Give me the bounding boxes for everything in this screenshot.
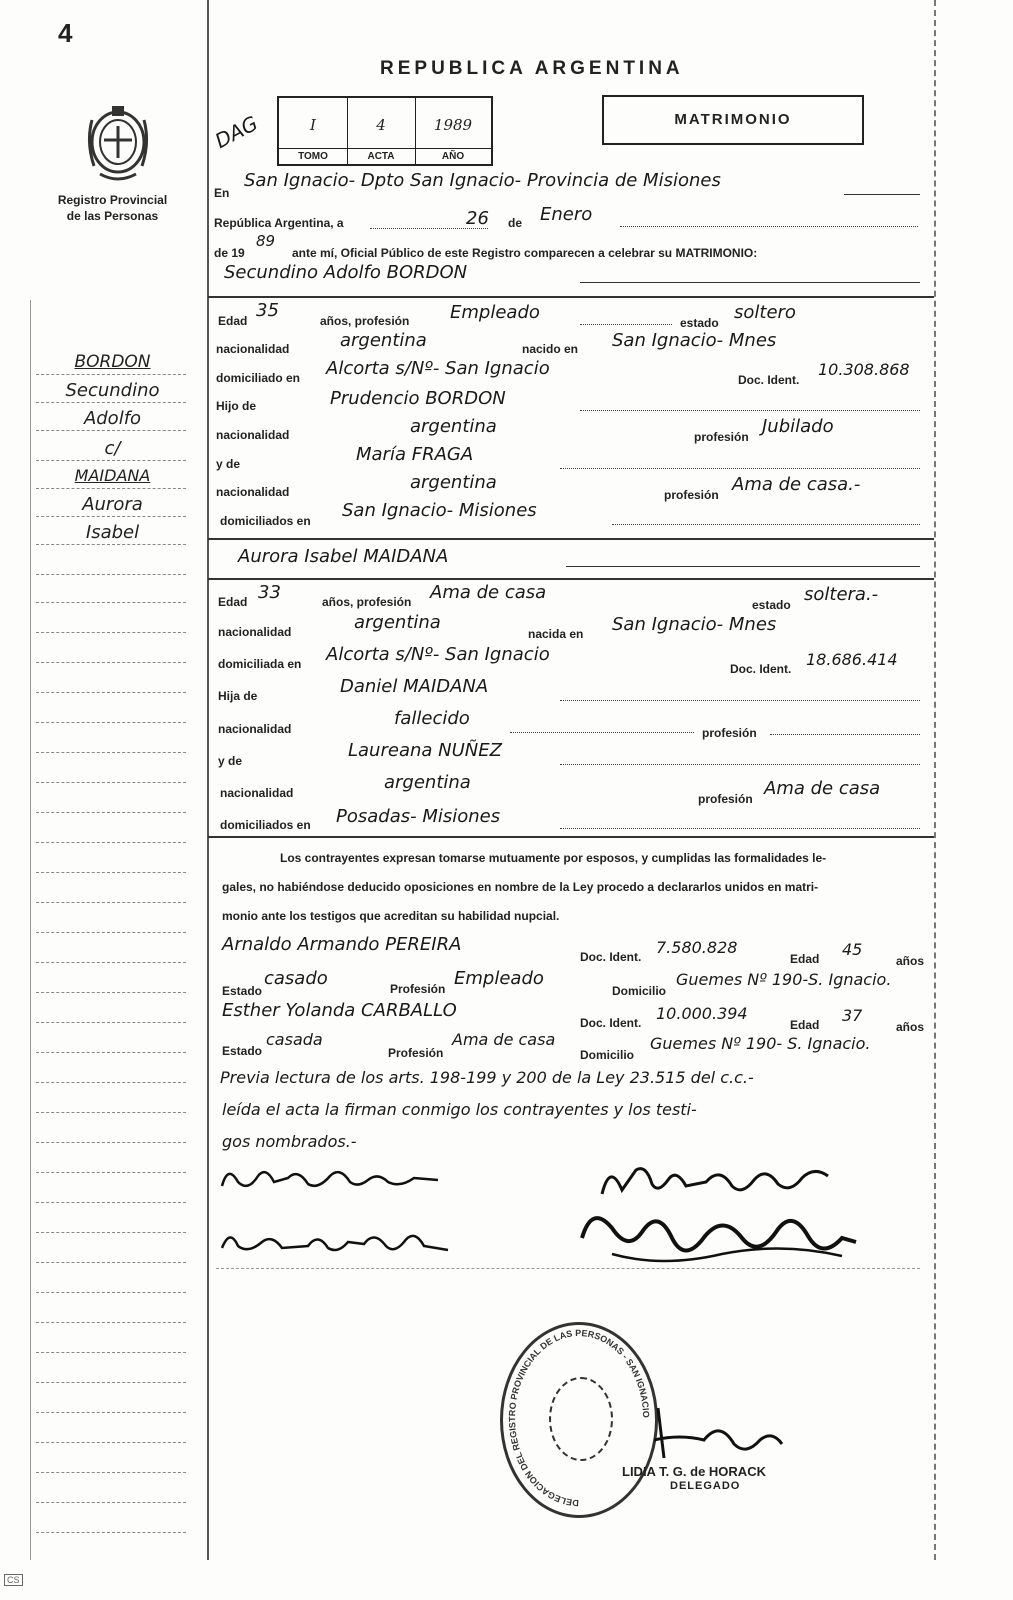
bride-estado-label: estado [752,598,791,612]
bride-padre: Daniel MAIDANA [340,676,489,697]
bride-doc-label: Doc. Ident. [730,662,792,676]
bride-madre-prof-label: profesión [698,792,753,806]
witness1-doc: 7.580.828 [656,938,738,957]
closing-line-2: leída el acta la firman conmigo los contrayentes y los testi- [222,1100,697,1119]
bride-madre-line [560,764,920,765]
groom-padre-line [580,410,920,411]
bride-padres-dom-label: domiciliados en [220,818,311,832]
bride-estado: soltera.- [804,584,879,605]
margin-name-3: Adolfo [83,408,142,429]
margin-name-2: Secundino [65,380,160,401]
page-edge-line [30,300,31,1560]
margin-line [36,430,186,431]
bride-padre-line [560,700,920,701]
groom-anos-profesion-label: años, profesión [320,314,410,328]
en-label: En [214,186,230,200]
groom-madre-prof-label: profesión [664,488,719,502]
margin-line [36,1292,186,1293]
groom-yde-label: y de [216,457,241,471]
svg-text:DELEGACION DEL REGISTRO PROVIN [507,1328,651,1508]
tomo-value: I [310,116,316,134]
tomo-cell [279,98,348,164]
margin-name-4: c/ [104,438,121,459]
bride-padre-nac-label: nacionalidad [218,722,292,736]
witness2-doc-label: Doc. Ident. [580,1016,642,1030]
bride-padres-dom-line [560,828,920,829]
declaration [222,844,932,931]
bride-nacionalidad: argentina [354,612,441,633]
stamp-text-ring [500,1322,658,1518]
groom-doc-label: Doc. Ident. [738,373,800,387]
bride-madre: Laureana NUÑEZ [348,740,502,761]
witness1-name: Arnaldo Armando PEREIRA [222,934,462,955]
groom-name-line [580,282,920,283]
witness1-estado: casado [264,968,328,989]
official-signature [650,1400,800,1466]
margin-line [36,962,186,963]
witness2-profesion: Ama de casa [452,1030,556,1049]
witness1-estado-label: Estado [222,984,263,998]
official-title: DELEGADO [670,1480,741,1492]
groom-estado-label: estado [680,316,719,330]
margin-line [36,692,186,693]
witness2-name: Esther Yolanda CARBALLO [222,1000,457,1021]
groom-padre-prof: Jubilado [762,416,834,437]
registry-name [40,192,185,224]
witness2-anos-label: años [896,1020,925,1034]
margin-line [36,574,186,575]
groom-madre-line [560,468,920,469]
witness2-doc: 10.000.394 [656,1004,748,1023]
witness1-domicilio-label: Domicilio [612,984,667,998]
bride-domicilio: Alcorta s/Nº- San Ignacio [326,644,550,665]
margin-line [36,1382,186,1383]
margin-line [36,842,186,843]
margin-line [36,722,186,723]
groom-nacionalidad: argentina [340,330,427,351]
ano-cell [415,98,491,164]
groom-padre-nac: argentina [410,416,497,437]
witness1-profesion: Empleado [454,968,544,989]
record-type-box: MATRIMONIO [602,95,864,145]
margin-line [36,516,186,517]
place: San Ignacio- Dpto San Ignacio- Provincia de Misiones [244,170,721,191]
groom-domicilio-label: domiciliado en [216,371,301,385]
groom-padre-prof-label: profesión [694,430,749,444]
ano-label: AÑO [415,148,491,162]
provincial-emblem-icon [80,100,156,186]
groom-padre: Prudencio BORDON [330,388,506,409]
margin-line [36,1412,186,1413]
ano-value: 1989 [433,116,473,134]
groom-edad-label: Edad [218,314,248,328]
groom-madre-prof: Ama de casa.- [732,474,861,495]
margin-line [36,632,186,633]
bride-domicilio-label: domiciliada en [218,657,302,671]
registry-name-line2: de las Personas [66,209,159,223]
groom-signature [596,1158,836,1202]
witness2-estado-label: Estado [222,1044,263,1058]
margin-line [36,1202,186,1203]
bride-padre-nac: fallecido [394,708,470,729]
declaration-line-1: Los contrayentes expresan tomarse mutuamente por esposos, y cumplidas las formalidades le- [280,851,827,865]
margin-line [36,1532,186,1533]
republica-label: República Argentina, a [214,216,344,230]
groom-madre: María FRAGA [356,444,474,465]
margin-line [36,932,186,933]
groom-padres-dom: San Ignacio- Misiones [342,500,537,521]
margin-line [36,662,186,663]
margin-line [36,1112,186,1113]
margin-line [36,1262,186,1263]
bride-hija-label: Hija de [218,689,258,703]
margin-mark: DAG [210,110,262,154]
witness2-estado: casada [266,1030,323,1049]
bride-section-end-rule [208,836,934,838]
bride-nacida-label: nacida en [528,627,584,641]
record-table [277,96,493,166]
official-name: LIDIA T. G. de HORACK [622,1464,766,1479]
witness2-domicilio-label: Domicilio [580,1048,635,1062]
closing-line-3: gos nombrados.- [222,1132,357,1151]
bride-edad-label: Edad [218,595,248,609]
margin-line [36,1502,186,1503]
place-line [844,194,920,195]
groom-madre-nac: argentina [410,472,497,493]
bride-nacionalidad-label: nacionalidad [218,625,292,639]
margin-name-5: MAIDANA [74,466,151,485]
bride-madre-nac-label: nacionalidad [220,786,294,800]
ante-text: ante mí, Oficial Público de este Registro comparecen a celebrar su MATRIMONIO: [292,246,758,260]
margin-line [36,1232,186,1233]
bride-name: Aurora Isabel MAIDANA [238,546,449,567]
de-label: de [508,216,523,230]
bride-name-line [566,566,920,567]
acta-label: ACTA [347,148,415,162]
month: Enero [540,204,593,225]
bride-signature [218,1158,448,1198]
bride-doc: 18.686.414 [806,650,898,669]
groom-profesion-line [580,324,672,325]
witness2-domicilio: Guemes Nº 190- S. Ignacio. [650,1034,871,1053]
groom-padres-dom-line [612,524,920,525]
groom-padre-nac-label: nacionalidad [216,428,290,442]
margin-line [36,782,186,783]
year-suffix: 89 [256,232,276,250]
page-number: 4 [58,18,73,48]
margin-line [36,812,186,813]
margin-line [36,602,186,603]
month-line [620,226,918,227]
day: 26 [466,208,489,229]
groom-nacido-en: San Ignacio- Mnes [612,330,777,351]
groom-madre-nac-label: nacionalidad [216,485,290,499]
margin-line [36,992,186,993]
stamp-text: DELEGACION DEL REGISTRO PROVINCIAL DE LAS PERSONAS - SAN IGNACIO [507,1327,652,1509]
witness2-edad-label: Edad [790,1018,820,1032]
margin-line [36,902,186,903]
groom-nacido-label: nacido en [522,342,579,356]
margin-line [36,488,186,489]
margin-line [36,1442,186,1443]
margin-line [36,1022,186,1023]
margin-line [36,544,186,545]
bride-edad: 33 [258,582,281,603]
witness2-signature [218,1224,458,1260]
groom-name: Secundino Adolfo BORDON [224,262,468,283]
groom-padres-dom-label: domiciliados en [220,514,311,528]
groom-hijo-label: Hijo de [216,399,257,413]
margin-line [36,1472,186,1473]
bride-padre-prof-label: profesión [702,726,757,740]
scanner-mark: CS [4,1574,23,1586]
bride-madre-nac: argentina [384,772,471,793]
margin-line [36,1352,186,1353]
bride-anos-profesion-label: años, profesión [322,595,412,609]
declaration-line-3: monio ante los testigos que acreditan su habilidad nupcial. [222,909,560,923]
witness2-profesion-label: Profesión [388,1046,444,1060]
groom-nacionalidad-label: nacionalidad [216,342,290,356]
year-prefix: de 19 [214,246,245,260]
witness1-domicilio: Guemes Nº 190-S. Ignacio. [676,970,892,989]
witness1-doc-label: Doc. Ident. [580,950,642,964]
margin-line [36,1322,186,1323]
right-margin-border [934,0,936,1560]
margin-line [36,872,186,873]
margin-line [36,752,186,753]
registry-name-line1: Registro Provincial [57,193,168,207]
bride-yde-label: y de [218,754,243,768]
margin-line [36,1142,186,1143]
acta-cell [347,98,416,164]
bride-madre-prof: Ama de casa [764,778,881,799]
bride-padre-prof-line [770,734,920,735]
signature-line [216,1268,920,1269]
acta-value: 4 [376,116,386,134]
margin-name-7: Isabel [85,522,140,543]
bride-section-rule [208,538,934,540]
tomo-label: TOMO [279,148,347,162]
margin-line [36,460,186,461]
witness1-edad: 45 [842,940,863,959]
bride-padres-dom: Posadas- Misiones [336,806,501,827]
margin-line [36,1172,186,1173]
groom-doc: 10.308.868 [818,360,910,379]
witness1-profesion-label: Profesión [390,982,446,996]
groom-section-rule [208,296,934,298]
bride-section-rule-2 [208,578,934,580]
margin-line [36,374,186,375]
margin-line [36,1052,186,1053]
witness2-edad: 37 [842,1006,863,1025]
bride-nacida-en: San Ignacio- Mnes [612,614,777,635]
witness1-signature [572,1198,862,1278]
groom-domicilio: Alcorta s/Nº- San Ignacio [326,358,550,379]
margin-name-6: Aurora [82,494,143,515]
bride-padre-nac-line [510,732,694,733]
witness1-anos-label: años [896,954,925,968]
declaration-line-2: gales, no habiéndose deducido oposiciones en nombre de la Ley procedo a declararlos unidos en matri- [222,880,819,894]
margin-name-1: BORDON [74,352,151,372]
margin-line [36,402,186,403]
groom-profesion: Empleado [450,302,540,323]
bride-profesion: Ama de casa [430,582,547,603]
header-title: REPUBLICA ARGENTINA [380,58,684,79]
left-margin-border [207,0,209,1560]
witness1-edad-label: Edad [790,952,820,966]
groom-edad: 35 [256,300,279,321]
groom-estado: soltero [734,302,796,323]
margin-line [36,1082,186,1083]
closing-line-1: Previa lectura de los arts. 198-199 y 200 de la Ley 23.515 del c.c.- [220,1068,754,1087]
